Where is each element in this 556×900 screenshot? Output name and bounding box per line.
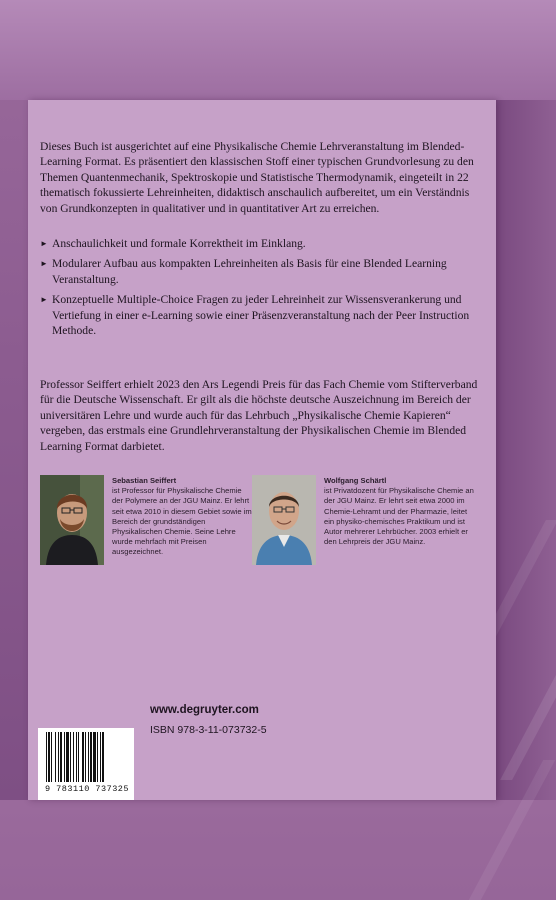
feature-item: ► Anschaulichkeit und formale Korrektheit im Einklang. — [40, 237, 306, 250]
barcode-bar — [88, 732, 89, 782]
author-name: Wolfgang Schärtl — [324, 476, 387, 485]
barcode-bar — [51, 732, 52, 782]
barcode-icon — [44, 732, 128, 784]
author-bio-seiffert — [112, 476, 252, 558]
portrait-icon — [252, 475, 316, 565]
author-photo-schaertl — [252, 475, 316, 565]
bullet-arrow-icon: ► — [40, 295, 48, 305]
barcode-bar — [97, 732, 98, 782]
author-bio-schaertl — [324, 476, 474, 547]
barcode-bar — [85, 732, 86, 782]
barcode-bar — [64, 732, 65, 782]
bullet-arrow-icon: ► — [40, 259, 48, 269]
barcode-bar — [60, 732, 62, 782]
barcode-bar — [100, 732, 101, 782]
barcode-bar — [90, 732, 92, 782]
barcode — [38, 728, 134, 800]
feature-item: ► Konzeptuelle Multiple-Choice Fragen zu jeder Lehreinheit zur Wissensverankerung und Vertiefung in einer e-Learning sowie einer Präsenzveranstaltung nach der Peer Instruction Methode. — [40, 293, 470, 338]
barcode-bar — [58, 732, 59, 782]
author-name: Sebastian Seiffert — [112, 476, 177, 485]
feature-item: ► Modularer Aufbau aus kompakten Lehreinheiten als Basis für eine Blended Learning Veranstaltung. — [40, 257, 447, 286]
author-photo-seiffert — [40, 475, 104, 565]
author-bio-text: ist Privatdozent für Physikalische Chemie an der JGU Mainz. Er lehrt seit etwa 2000 im Chemie-Lehramt und der Pharmazie, leitet ein physiko-chemisches Praktikum und ist Autor mehrerer Lehrbücher. 2003 erhielt er den Lehrpreis der JGU Mainz. — [324, 486, 474, 547]
bullet-arrow-icon: ► — [40, 239, 48, 248]
cover-top-band — [0, 0, 556, 100]
barcode-bar — [82, 732, 84, 782]
intro-paragraph: Dieses Buch ist ausgerichtet auf eine Physikalische Chemie Lehrveranstaltung im Blended-Learning Format. Es präsentiert den klassischen Stoff einer typischen Grundvorlesung zu den Themen Quantenmechanik, Spektroskopie und Statistische Thermodynamik, eingeteilt in 22 thematisch fokussierte Lehreinheiten, didaktisch anschaulich aufbereitet, um ein Verständnis von Grundkonzepten in qualitativer und in quantitativer Art zu erreichen. — [40, 140, 474, 215]
isbn-label: ISBN 978-3-11-073732-5 — [150, 724, 267, 736]
barcode-bar — [102, 732, 104, 782]
barcode-number: 9 783110 737325 — [44, 784, 129, 794]
barcode-bar — [66, 732, 69, 782]
cover-right-edge — [496, 100, 556, 800]
barcode-bar — [55, 732, 56, 782]
barcode-bar — [78, 732, 79, 782]
barcode-bar — [46, 732, 47, 782]
barcode-bar — [48, 732, 50, 782]
barcode-bar — [70, 732, 71, 782]
barcode-bar — [93, 732, 96, 782]
award-paragraph: Professor Seiffert erhielt 2023 den Ars Legendi Preis für das Fach Chemie vom Stifterverband für die Deutsche Wissenschaft. Er gilt als die höchste deutsche Auszeichnung im Bereich der universitären Lehre und wurde auch für das Lehrbuch „Physikalische Chemie Kapieren“ vergeben, das erstmals eine Grundlehrveranstaltung der Physikalischen Chemie im Blended Learning Format darbietet. — [40, 378, 478, 453]
barcode-bar — [76, 732, 77, 782]
publisher-website[interactable]: www.degruyter.com — [150, 704, 259, 716]
portrait-icon — [40, 475, 104, 565]
barcode-bar — [73, 732, 74, 782]
feature-list — [40, 236, 478, 343]
author-bio-text: ist Professor für Physikalische Chemie der Polymere an der JGU Mainz. Er lehrt seit etwa 2010 in diesem Gebiet sowie im Bereich der grundständigen Physikalischen Chemie. Seine Lehre wurde mehrfach mit Preisen ausgezeichnet. — [112, 486, 252, 557]
